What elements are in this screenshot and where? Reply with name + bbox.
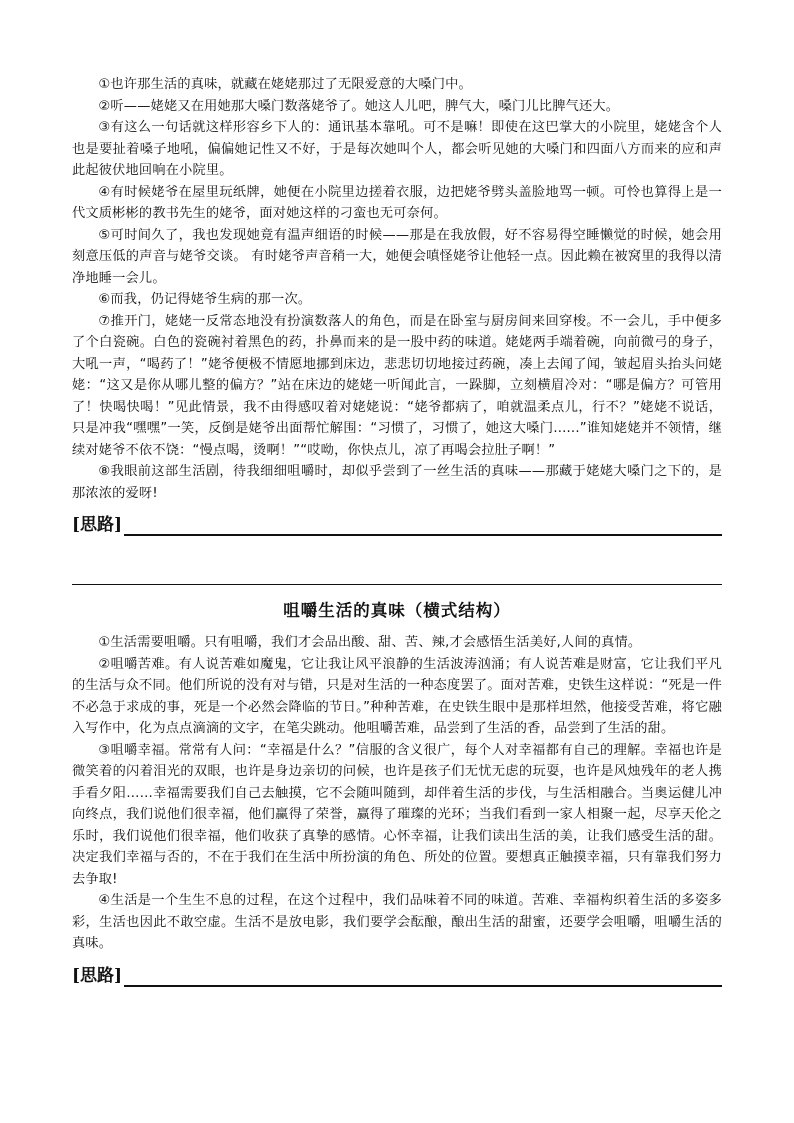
paragraph-6: ⑥而我，仍记得姥爷生病的那一次。 — [98, 292, 312, 307]
paragraph-2: ②咀嚼苦难。有人说苦难如魔鬼，它让我让风平浪静的生活波涛汹涌；有人说苦难是财富，它让我们平凡的生活与众不同。他们所说的没有对与错，只是对生活的一种态度罢了。面对苦难，史铁生这样说：“死是一件不必急于求成的事，死是一个必然会降临的节日。”种种苦难，在史铁生眼中是那样坦然，他接受苦难，将它融入写作中，化为点点滴滴的文字，在笔尖跳动。他咀嚼苦难，品尝到了生活的香，品尝到了生活的甜。 — [72, 656, 722, 736]
paragraph-1: ①生活需要咀嚼。只有咀嚼，我们才会品出酸、甜、苦、辣,才会感悟生活美好,人间的真情。 — [98, 635, 642, 650]
paragraph-4: ④生活是一个生生不息的过程，在这个过程中，我们品味着不同的味道。苦难、幸福构织着生活的多姿多彩，生活也因此不敢空虚。生活不是放电影，我们要学会酝酿，酿出生活的甜蜜，还要学会咀嚼，咀嚼生活的真味。 — [72, 893, 722, 951]
essay-title: 咀嚼生活的真味（横式结构） — [283, 601, 511, 620]
paragraph-8: ⑧我眼前这部生活剧，待我细细咀嚼时，却似乎尝到了一丝生活的真味——那藏于姥姥大嗓门之下的，是那浓浓的爱呀! — [72, 464, 722, 501]
thinking-label: [思路] — [72, 965, 123, 986]
answer-blank-line — [124, 967, 722, 987]
thinking-label: [思路] — [72, 515, 123, 535]
paragraph-4: ④有时候姥爷在屋里玩纸牌，她便在小院里边搓着衣服，边把姥爷劈头盖脸地骂一顿。可怜也算得上是一代文质彬彬的教书先生的姥爷，面对她这样的刁蛮也无可奈何。 — [72, 184, 722, 221]
thinking-answer-row — [72, 512, 722, 536]
thinking-answer-row — [72, 963, 722, 987]
answer-blank-line — [124, 516, 722, 536]
paragraph-3: ③咀嚼幸福。常常有人问：“幸福是什么？”信服的含义很广，每个人对幸福都有自己的理解。幸福也许是微笑着的闪着泪光的双眼，也许是身边亲切的问候，也许是孩子们无忧无虑的玩耍，也许是风烛残年的老人携手看夕阳……幸福需要我们自己去触摸，它不会随叫随到，却伴着生活的步伐，与生活相融合。当奥运健儿冲向终点，我们说他们很幸福，他们赢得了荣誉，赢得了璀璨的光环；当我们看到一家人相聚一起，尽享天伦之乐时，我们说他们很幸福，他们收获了真挚的感情。心怀幸福，让我们读出生活的美，让我们感受生活的甜。决定我们幸福与否的，不在于我们在生活中所扮演的角色、所处的位置。要想真正触摸幸福，只有靠我们努力去争取! — [72, 742, 722, 887]
paragraph-1: ①也许那生活的真味，就藏在姥姥那过了无限爱意的大嗓门中。 — [98, 77, 472, 92]
paragraph-3: ③有这么一句话就这样形容乡下人的：通讯基本靠吼。可不是嘛！即使在这巴掌大的小院里，姥姥含个人也是要扯着嗓子地吼，偏偏她记性又不好，于是每次她叫个人，都会听见她的大嗓门和四面八方而来的应和声此起彼伏地回响在小院里。 — [72, 120, 722, 178]
section-divider — [72, 584, 722, 585]
paragraph-7: ⑦推开门，姥姥一反常态地没有扮演数落人的角色，而是在卧室与厨房间来回穿梭。不一会儿，手中便多了个白瓷碗。白色的瓷碗衬着黑色的药，扑鼻而来的是一股中药的味道。姥姥两手端着碗，向前微弓的身子，大吼一声，“喝药了！”姥爷便极不情愿地挪到床边，悲悲切切地接过药碗，凑上去闻了闻，皱起眉头抬头问姥姥：“这又是你从哪儿整的偏方？”站在床边的姥姥一听闻此言，一跺脚，立刻横眉冷对：“哪是偏方？可管用了！快喝快喝！”见此情景，我不由得感叹着对姥姥说：“姥爷都病了，咱就温柔点儿，行不？”姥姥不说话，只是冲我“嘿嘿”一笑，反倒是姥爷出面帮忙解围：“习惯了，习惯了，她这大嗓门......”谁知姥姥并不领情，继续对姥爷不依不饶：“慢点喝，烫啊！”“哎呦，你快点儿，凉了再喝会拉肚子啊！” — [72, 313, 722, 458]
paragraph-2: ②听——姥姥又在用她那大嗓门数落姥爷了。她这人儿吧，脾气大，嗓门儿比脾气还大。 — [98, 98, 620, 114]
essay-section-2 — [72, 600, 722, 987]
paragraph-5: ⑤可时间久了，我也发现她竟有温声细语的时候——那是在我放假，好不容易得空睡懒觉的时候，她会用刻意压低的声音与姥爷交谈。 有时姥爷声音稍一大，她便会嗔怪姥爷让他轻一点。因此赖在被窝里的我得以清净地睡一会儿。 — [72, 227, 722, 286]
essay-excerpt-section — [72, 74, 722, 536]
